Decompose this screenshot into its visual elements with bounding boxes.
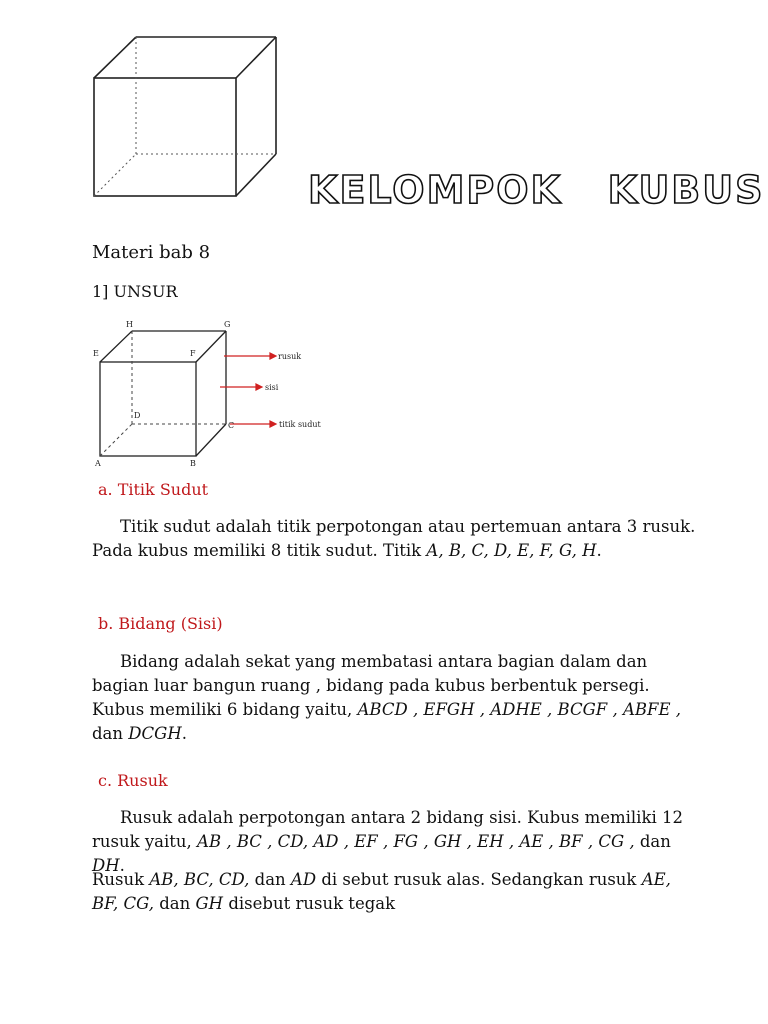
paragraph-rusuk: Rusuk adalah perpotongan antara 2 bidang sisi. Kubus memiliki 12 rusuk yaitu, AB , BC , CD, AD , EF , FG , GH , EH , AE , BF , CG , dan DH. xyxy=(92,808,683,875)
page-title: KELOMPOK KUBUS xyxy=(308,168,765,212)
label-sisi: sisi xyxy=(265,383,279,392)
subtitle: Materi bab 8 xyxy=(92,242,211,263)
label-titik-sudut: titik sudut xyxy=(279,420,321,429)
paragraph-titik-sudut: Titik sudut adalah titik perpotongan atau pertemuan antara 3 rusuk. Pada kubus memiliki 8 titik sudut. Titik A, B, C, D, E, F, G, H. xyxy=(92,517,696,560)
heading-titik-sudut: a. Titik Sudut xyxy=(98,480,209,499)
vertex-c: C xyxy=(228,421,235,430)
paragraph-bidang: Bidang adalah sekat yang membatasi antara bagian dalam dan bagian luar bangun ruang , bidang pada kubus berbentuk persegi. Kubus memiliki 6 bidang yaitu, ABCD , EFGH , ADHE , BCGF , ABFE , dan DCGH. xyxy=(92,652,681,743)
heading-rusuk: c. Rusuk xyxy=(98,771,168,790)
vertex-e: E xyxy=(93,349,99,358)
paragraph-rusuk-alas-tegak: Rusuk AB, BC, CD, dan AD di sebut rusuk alas. Sedangkan rusuk AE, BF, CG, dan GH disebut rusuk tegak xyxy=(92,870,671,913)
label-rusuk: rusuk xyxy=(278,352,302,361)
cube-illustration xyxy=(88,30,288,210)
vertex-h: H xyxy=(126,320,133,329)
vertex-f: F xyxy=(190,349,196,358)
vertex-d: D xyxy=(134,411,141,420)
vertex-a: A xyxy=(95,459,101,468)
cube-diagram xyxy=(90,316,340,471)
heading-bidang: b. Bidang (Sisi) xyxy=(98,614,223,633)
vertex-b: B xyxy=(190,459,196,468)
section-heading: 1] UNSUR xyxy=(92,282,178,301)
vertex-g: G xyxy=(224,320,231,329)
